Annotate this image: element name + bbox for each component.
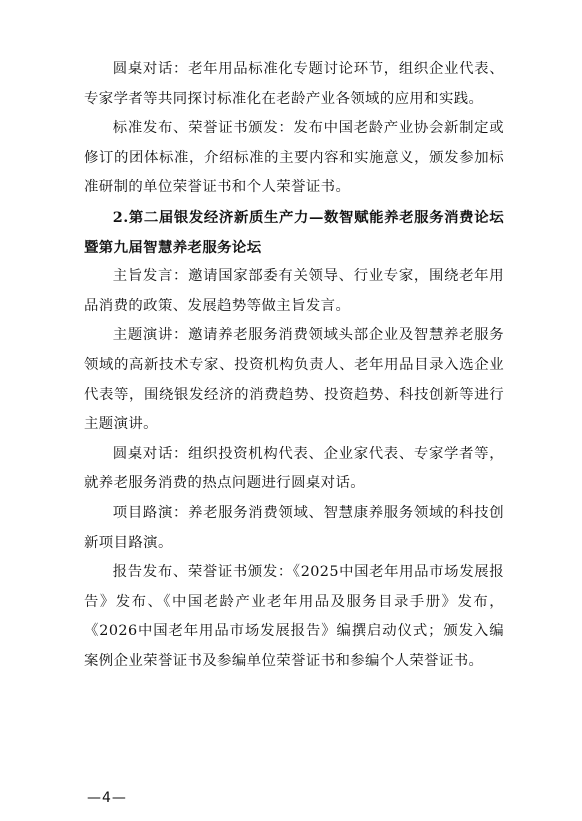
section-heading-forum: 2.第二届银发经济新质生产力—数智赋能养老服务消费论坛暨第九届智慧养老服务论坛 [84, 208, 504, 256]
paragraph-standard-release: 标准发布、荣誉证书颁发：发布中国老龄产业协会新制定或修订的团体标准，介绍标准的主要内容和实施意义，颁发参加标准研制的单位荣誉证书和个人荣誉证书。 [84, 120, 504, 196]
paragraph-roundtable-investment: 圆桌对话：组织投资机构代表、企业家代表、专家学者等，就养老服务消费的热点问题进行圆桌对话。 [84, 445, 504, 492]
paragraph-theme-speech: 主题演讲：邀请养老服务消费领域头部企业及智慧养老服务领域的高新技术专家、投资机构负责人、老年用品目录入选企业代表等，围绕银发经济的消费趋势、投资趋势、科技创新等进行主题演讲。 [84, 327, 504, 433]
body-text [84, 55, 504, 676]
paragraph-keynote: 主旨发言：邀请国家部委有关领导、行业专家，围绕老年用品消费的政策、发展趋势等做主旨发言。 [84, 268, 504, 314]
paragraph-roundtable-standards: 圆桌对话：老年用品标准化专题讨论环节，组织企业代表、专家学者等共同探讨标准化在老龄产业各领域的应用和实践。 [84, 61, 504, 107]
paragraph-report-release: 报告发布、荣誉证书颁发：《2025中国老年用品市场发展报告》发布、《中国老龄产业老年用品及服务目录手册》发布，《2026中国老年用品市场发展报告》编撰启动仪式；颁发入编案例企业荣誉证书及参编单位荣誉证书和参编个人荣誉证书。 [84, 564, 504, 669]
page-number: —4— [87, 790, 127, 806]
paragraph-roadshow: 项目路演：养老服务消费领域、智慧康养服务领域的科技创新项目路演。 [84, 504, 504, 551]
